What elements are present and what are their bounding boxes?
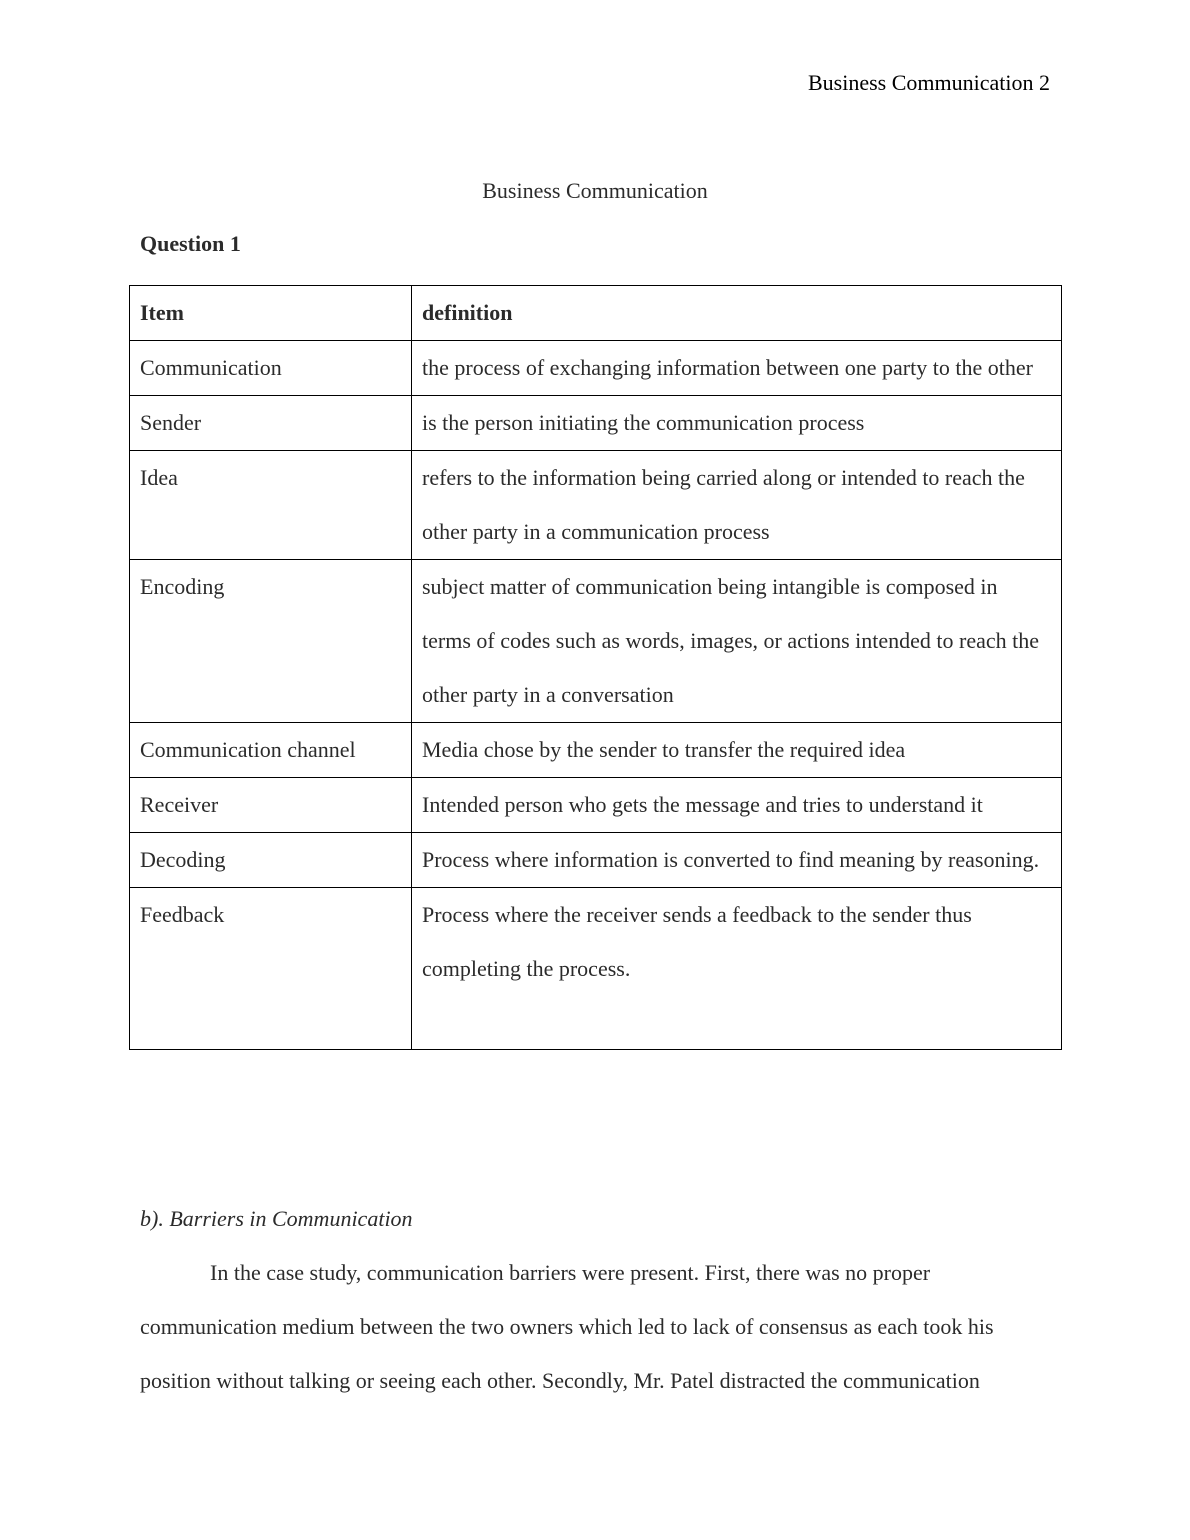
- table-row: [130, 778, 1062, 833]
- question-heading: Question 1: [140, 231, 241, 256]
- table-row: [130, 888, 1062, 1050]
- table-row: [130, 560, 1062, 723]
- definition-cell: Process where information is converted to find meaning by reasoning.: [412, 833, 1062, 888]
- definition-cell: the process of exchanging information between one party to the other: [412, 341, 1062, 396]
- item-cell: Idea: [130, 451, 412, 560]
- table-row: [130, 451, 1062, 560]
- definition-cell: Process where the receiver sends a feedback to the sender thus completing the process.: [412, 888, 1062, 1050]
- column-header-definition: definition: [412, 286, 1062, 341]
- table-row: [130, 396, 1062, 451]
- item-cell: Sender: [130, 396, 412, 451]
- section-heading-barriers: b). Barriers in Communication: [140, 1206, 413, 1231]
- table-row: [130, 723, 1062, 778]
- item-cell: Communication: [130, 341, 412, 396]
- definition-cell: Intended person who gets the message and tries to understand it: [412, 778, 1062, 833]
- item-cell: Decoding: [130, 833, 412, 888]
- column-header-item: Item: [130, 286, 412, 341]
- table-header-row: [130, 286, 1062, 341]
- definition-cell: Media chose by the sender to transfer the required idea: [412, 723, 1062, 778]
- item-cell: Feedback: [130, 888, 412, 1050]
- table-row: [130, 833, 1062, 888]
- body-paragraph: In the case study, communication barriers were present. First, there was no proper communication medium between the two owners which led to lack of consensus as each took his position without talking or seeing each other. Secondly, Mr. Patel distracted the communication: [140, 1260, 994, 1393]
- item-cell: Encoding: [130, 560, 412, 723]
- document-title: Business Communication: [482, 178, 708, 203]
- item-cell: Communication channel: [130, 723, 412, 778]
- definition-cell: refers to the information being carried along or intended to reach the other party in a communication process: [412, 451, 1062, 560]
- item-cell: Receiver: [130, 778, 412, 833]
- definition-cell: subject matter of communication being intangible is composed in terms of codes such as words, images, or actions intended to reach the other party in a conversation: [412, 560, 1062, 723]
- table-row: [130, 341, 1062, 396]
- definitions-table: [129, 285, 1062, 1050]
- running-head: Business Communication 2: [808, 70, 1050, 95]
- definition-cell: is the person initiating the communication process: [412, 396, 1062, 451]
